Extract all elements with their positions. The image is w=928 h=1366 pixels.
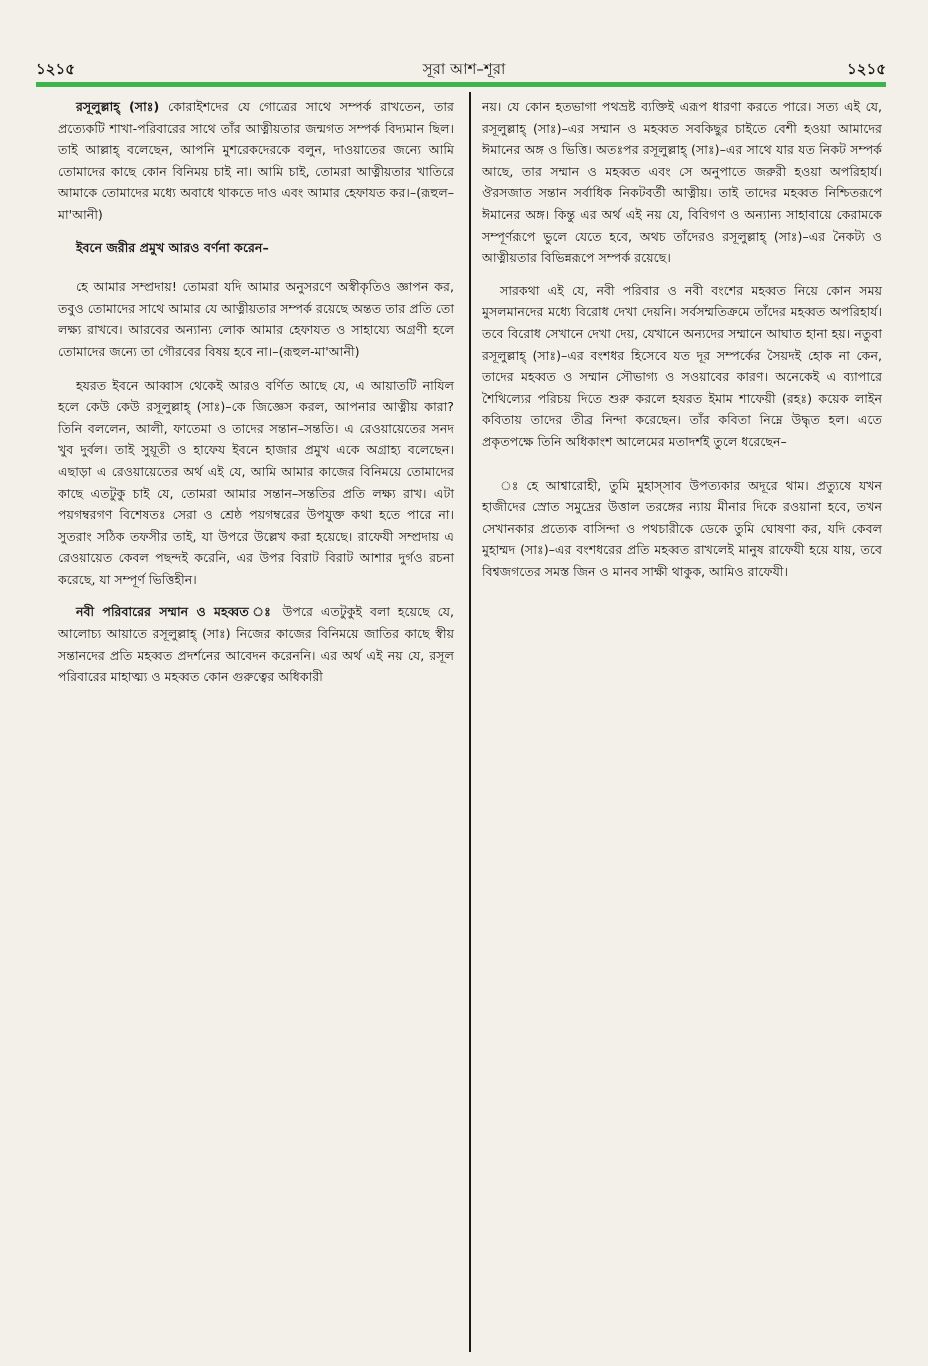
quoted-paragraph: হে আমার সম্প্রদায়! তোমরা যদি আমার অনুসরণে অস্বীকৃতিও জ্ঞাপন কর, তবুও তোমাদের সাথে আমার যে আত্নীয়তার সম্পর্ক রয়েছে অন্তত তার প্রতি তো লক্ষ্য রাখবে। আরবের অন্যান্য লোক আমার হেফাযত ও সাহায্যে অগ্রণী হলে তোমাদের জন্যে তা গৌরবের বিষয় হবে না।–(রূহুল-মা'আনী)	[58, 279, 454, 359]
paragraph: ইবনে জরীর প্রমুখ আরও বর্ণনা করেন–	[76, 239, 269, 255]
paragraph-text: কোরাইশদের যে গোত্রের সাথে সম্পর্ক রাখতেন, তার প্রত্যেকটি শাখা-পরিবারের সাথে তাঁর আত্নীয়তার জন্মগত সম্পর্ক বিদ্যমান ছিল। তাই আল্লাহ্ বলেছেন, আপনি মুশরেকদেরকে বলুন, দাওয়াতের জন্যে আমি তোমাদের কাছে কোন বিনিময় চাই না। আমি চাই, তোমরা আত্নীয়তার খাতিরে আমাকে তোমাদের মধ্যে অবাধে থাকতে দাও এবং আমার হেফাযত কর।–(রূহুল–মা'আনী)	[58, 99, 454, 222]
paragraph: সারকথা এই যে, নবী পরিবার ও নবী বংশের মহব্বত নিয়ে কোন সময় মুসলমানদের মধ্যে বিরোধ দেখা দেয়নি। সর্বসম্মতিক্রমে তাঁদের মহব্বত অপরিহার্য। তবে বিরোধ সেখানে দেখা দেয়, যেখানে অন্যদের সম্মানে আঘাত হানা হয়। নতুবা রসূলুল্লাহ্ (সাঃ)–এর বংশধর হিসেবে যত দূর সম্পর্কের সৈয়দই হোক না কেন, তাদের মহব্বত ও সম্মান সৌভাগ্য ও সওয়াবের কারণ। অনেকেই এ ব্যাপারে শৈথিল্যের পরিচয় দিতে শুরু করলে হযরত ইমাম শাফেয়ী (রহঃ) কয়েক লাইন কবিতায় তাদের তীব্র নিন্দা করেছেন। তাঁর কবিতা নিম্নে উদ্ধৃত হল। এতে প্রকৃতপক্ষে তিনি অধিকাংশ আলেমের মতাদর্শই তুলে ধরেছেন–	[482, 282, 882, 449]
header-rule	[36, 82, 886, 87]
paragraph	[58, 96, 454, 226]
page-header	[30, 52, 898, 80]
right-page-number: ১২১৫	[847, 60, 886, 78]
paragraph	[58, 601, 454, 687]
paragraph-text: উপরে এতটুকুই বলা হয়েছে যে, আলোচ্য আয়াতে রসূলুল্লাহ্ (সাঃ) নিজের কাজের বিনিময়ে জাতির কাছে স্বীয় সন্তানদের প্রতি মহব্বত প্রদর্শনের আবেদন করেননি। এর অর্থ এই নয় যে, রসূল পরিবারের মাহাত্ম্য ও মহব্বত কোন গুরুত্বের অধিকারী	[58, 604, 454, 685]
right-column	[482, 96, 882, 593]
left-column	[58, 96, 454, 699]
chapter-title: সূরা আশ–শূরা	[422, 60, 506, 78]
poem-translation: ঃ হে আশ্বারোহী, তুমি মুহাস্সাব উপত্যকার অদূরে থাম। প্রত্যুষে যখন হাজীদের স্রোত সমুদ্রের উত্তাল তরঙ্গের ন্যায় মীনার দিকে রওয়ানা হবে, তখন সেখানকার প্রত্যেক বাসিন্দা ও পথচারীকে ডেকে তুমি ঘোষণা কর, যদি কেবল মুহাম্মদ (সাঃ)–এর বংশধরের প্রতি মহব্বত রাখলেই মানুষ রাফেযী হয়ে যায়, তবে বিশ্বজগতের সমস্ত জিন ও মানব সাক্ষী থাকুক, আমিও রাফেযী।	[482, 477, 882, 579]
paragraph: নয়। যে কোন হতভাগা পথভ্রষ্ট ব্যক্তিই এরূপ ধারণা করতে পারে। সত্য এই যে, রসূলুল্লাহ্ (সাঃ)–এর সম্মান ও মহব্বত সবকিছুর চাইতে বেশী হওয়া আমাদের ঈমানের অঙ্গ ও ভিত্তি। অতঃপর রসূলুল্লাহ্ (সাঃ)–এর সাথে যার যত নিকট সম্পর্ক আছে, তার সম্মান ও মহব্বত এবং সে অনুপাতে জরুরী হওয়া অপরিহার্য। ঔরসজাত সন্তান সর্বাধিক নিকটবর্তী আত্নীয়। তাই তাদের মহব্বত নিশ্চিতরূপে ঈমানের অঙ্গ। কিন্তু এর অর্থ এই নয় যে, বিবিগণ ও অন্যান্য সাহাবায়ে কেরামকে সম্পূর্ণরূপে ভুলে যেতে হবে, অথচ তাঁদেরও রসূলুল্লাহ্ (সাঃ)–এর নৈকট্য ও আত্নীয়তার বিভিন্নরূপে সম্পর্ক রয়েছে।	[482, 99, 882, 266]
section-heading: নবী পরিবারের সম্মান ও মহব্বত ঃ	[76, 604, 275, 620]
bold-lead: রসূলুল্লাহ্ (সাঃ)	[76, 99, 160, 114]
left-page-number: ১২১৫	[36, 60, 75, 78]
column-divider	[469, 92, 471, 1352]
paragraph: হযরত ইবনে আব্বাস থেকেই আরও বর্ণিত আছে যে, এ আয়াতটি নাযিল হলে কেউ কেউ রসূলুল্লাহ্ (সাঃ)–কে জিজ্ঞেস করল, আপনার আত্নীয় কারা? তিনি বললেন, আলী, ফাতেমা ও তাদের সন্তান–সন্ততি। এ রেওয়ায়েতের সনদ খুব দুর্বল। তাই সুয়ূতী ও হাফেয ইবনে হাজার প্রমুখ একে অগ্রাহ্য বলেছেন। এছাড়া এ রেওয়ায়েতের অর্থ এই যে, আমি আমার কাজের বিনিময়ে তোমাদের কাছে এতটুকু চাই যে, তোমরা আমার সন্তান–সন্ততির প্রতি লক্ষ্য রাখ। এটা পয়গম্বরগণ বিশেষতঃ সেরা ও শ্রেষ্ঠ পয়গম্বরের উপযুক্ত কথা হতে পারে না। সুতরাং সঠিক তফসীর তাই, যা উপরে উল্লেখ করা হয়েছে। রাফেযী সম্প্রদায় এ রেওয়ায়েত কেবল পছন্দই করেনি, এর উপর বিরাট বিরাট আশার দুর্গও রচনা করেছে, যা সম্পূর্ণ ভিত্তিহীন।	[58, 377, 454, 587]
